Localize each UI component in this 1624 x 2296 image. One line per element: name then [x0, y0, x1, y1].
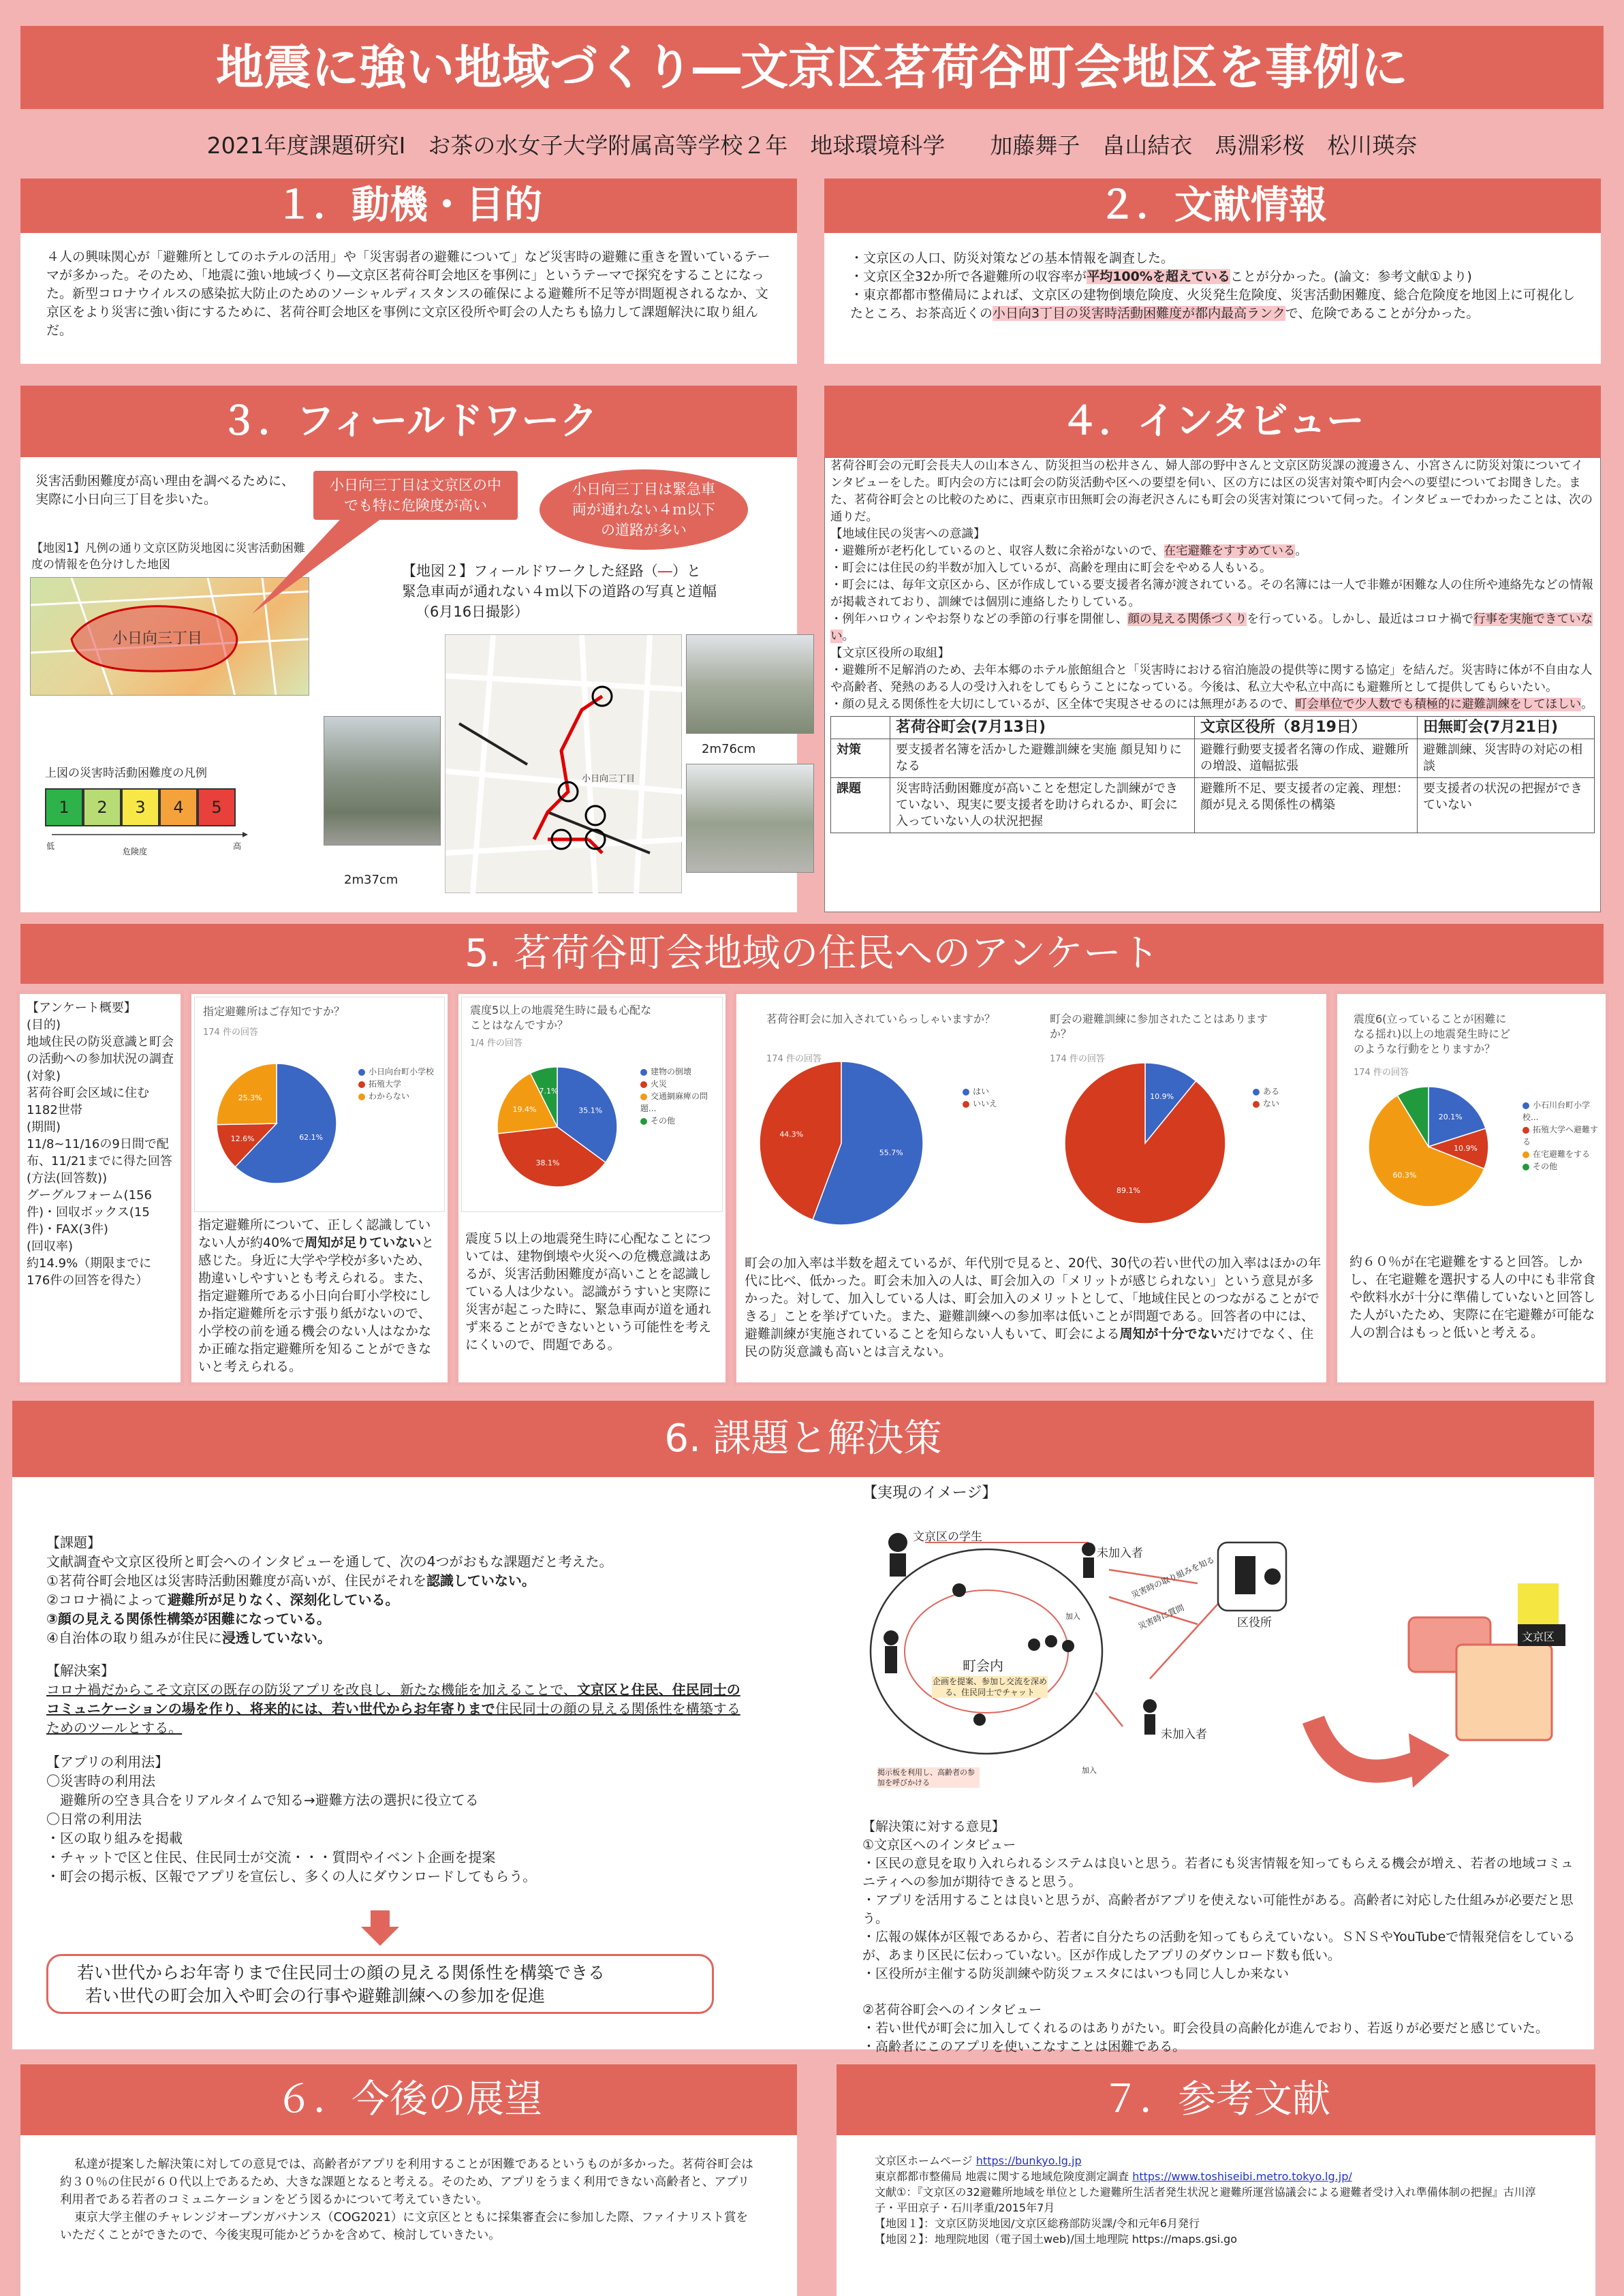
section7-body: 私達が提案した解決策に対しての意見では、高齢者がアプリを利用することが困難であるというものが多かった。茗荷谷町会は約３０％の住民が６０代以上であるため、大きな課題となると考える。そのため、アプリをうまく利用できない高齢者と、アプリ利用者である若者のコミュニケーションをどう図るかについて考えていきたい。 東京大学主催のチャレンジオープンガバナンス（COG2021）に文京区とともに採集審査会に参加した際、ファイナリスト賞をいただくことができたので、今後実現可能かどうかを含めて、検討していきたい。 — [20, 2135, 797, 2296]
section2-title: ２．文献情報 — [824, 179, 1601, 233]
section8-title: ７．参考文献 — [837, 2064, 1595, 2135]
s2-line2: ・文京区全32か所で各避難所の収容率が平均100%を超えていることが分かった。(論文：参考文献①より) — [850, 269, 1472, 284]
s2-highlight2: 小日向3丁目の災害時活動困難度が都内最高ランク — [993, 306, 1285, 321]
map2-base — [445, 634, 682, 893]
chart2-title: 震度5以上の地震発生時に最も心配なことはなんですか？ — [470, 1004, 652, 1031]
section5-title: 5. 茗荷谷町会地域の住民へのアンケート — [20, 924, 1604, 984]
s2-line1: ・文京区の人口、防災対策などの基本情報を調査した。 — [850, 251, 1174, 266]
s4-intro: 茗荷谷町会の元町会長夫人の山本さん、防災担当の松井さん、婦人部の野中さんと文京区防災課の渡邊さん、小宮さんに防災対策についてインタビューをした。町内会の方には町会の防災活動や区への要望を伺い、区の方には区の災害対策や町内会への要望についてお聞きした。また、茗荷谷町会との比較のために、西東京市田無町会の海老沢さんにも町会の災害対策について伺った。インタビューでわかったことは、次の通りだ。 — [830, 459, 1593, 524]
chart2-slice-label: 7.1% — [539, 1086, 559, 1096]
s4-a2: ・町会には住民の約半数が加入しているが、高齢を理由に町会をやめる人もいる。 — [830, 561, 1272, 575]
chart1-slice-label: 62.1% — [299, 1133, 324, 1143]
danger-legend — [45, 788, 236, 826]
chart4-count: 174 件の回答 — [1050, 1054, 1105, 1064]
chart4-legend: ある ない — [1253, 1085, 1279, 1110]
section1-text: ４人の興味関心が「避難所としてのホテルの活用」や「災害弱者の避難について」など災害時の避難に重きを置いているテーマが多かった。そのため、「地震に強い地域づくり―文京区茗荷谷町会地区を事例に」というテーマで探究をすることになった。新型コロナウイルスの感染拡大防止のためのソーシャルディスタンスの確保による避難所不足等が問題視されるなか、文京区をより災害に強い街にするために、茗荷谷町会地区を事例に文京区役所や町会の人たちも協力して課題解決に取り組んだ。 — [46, 249, 770, 338]
label-council-note: 企画を提案、参加し交流を深める、住民同士でチャット — [932, 1677, 1047, 1697]
chart3-title: 茗荷谷町会に加入されていらっしゃいますか？ — [766, 1012, 996, 1025]
table-header-row: 茗荷谷町会(7月13日) 文京区役所（8月19日） 田無町会(7月21日) — [831, 717, 1595, 739]
label-ward: 区役所 — [1237, 1616, 1272, 1630]
ref2: 東京都都市整備局 地震に関する地域危険度測定調査 https://www.toshiseibi.metro.tokyo.lg.jp/ — [875, 2170, 1352, 2183]
chart2-slice-label: 38.1% — [535, 1158, 560, 1168]
chart4-slice — [1065, 1063, 1225, 1224]
chart2-slice-label: 19.4% — [512, 1105, 537, 1115]
width-label-2: 2m37cm — [344, 873, 399, 887]
chart3-legend: はい いいえ — [963, 1085, 997, 1110]
section8-body — [837, 2135, 1595, 2296]
ref1: 文京区ホームページ https://bunkyo.lg.jp — [875, 2154, 1082, 2167]
photo-left — [324, 716, 441, 846]
label-nonmember2: 未加入者 — [1161, 1728, 1207, 1741]
ref4: 【地図１】：文京区防災地図/文京区総務部防災課/令和元年6月発行 — [875, 2217, 1200, 2230]
label-arrow2: 災害時に質問 — [1136, 1602, 1186, 1632]
chart5-text: 約６０％が在宅避難をすると回答。しかし、在宅避難を選択する人の中にも非常食や飲料水が十分に準備していないと回答した人がいたため、実際に在宅避難が可能な人の割合はもっと低いと考える。 — [1349, 1254, 1596, 1340]
chart5-card — [1334, 991, 1609, 1386]
section6-title: 6. 課題と解決策 — [12, 1401, 1594, 1477]
callout-danger: 小日向三丁目は文京区の中でも特に危険度が高い — [313, 471, 518, 520]
map2 — [324, 634, 814, 893]
s4-a3: ・町会には、毎年文京区から、区が作成している要支援者名簿が渡されている。その名簿には一人で非難が困難な人の住所や連絡先などの情報が掲載されており、訓練では個別に連絡したりしている。 — [830, 578, 1593, 609]
chart4-slice-label: 10.9% — [1150, 1092, 1174, 1102]
legend-low: 低 — [46, 841, 55, 851]
label-arrow1: 災害時の取り組みを知る — [1129, 1555, 1217, 1600]
chart4-title: 町会の避難訓練に参加されたことはありますか？ — [1050, 1012, 1268, 1040]
legend-mid: 危険度 — [123, 847, 148, 856]
chart5-slice-label: 10.9% — [1454, 1143, 1478, 1153]
section6-body — [12, 1477, 1594, 2054]
s4-heading1: 【地域住民の災害への意識】 — [830, 527, 986, 541]
s6-opinions: 【解決策に対する意見】 ①文京区へのインタビュー ・区民の意見を取り入れられるシステムは良いと思う。若者にも災害情報を知ってもらえる機会が増え、若者の地域コミュニティへの参加が期待できると思う。 ・アプリを活用することは良いと思うが、高齢者がアプリを使えない可能性がある。高齢者に対応した仕組みが必要だと思う。 ・広報の媒体が区報であるから、若者に自分たちの活動を知ってもらえていない。ＳＮＳやYouTubeで情報発信をしているが、あまり区民に伝わっていない。区が作成したアプリのダウンロード数も低い。 ・区役所が主催する防災訓練や防災フェスタにはいつも同じ人しか来ない ②茗荷谷町会へのインタビュー ・若い世代が町会に加入してくれるのはありがたい。町会役員の高齢化が進んでおり、若返りが必要だと感じていた。 ・高齢者にこのアプリを使いこなすことは困難である。 — [862, 1819, 1576, 2054]
chart2-card — [455, 991, 729, 1386]
legend-title: 上図の災害時活動困難度の凡例 — [45, 766, 207, 780]
photo-bottom-right — [686, 764, 814, 873]
map2-svg — [446, 635, 683, 894]
section5-body — [12, 984, 1613, 1390]
table-row: 対策 要支援者名簿を活かした避難訓練を実施 顔見知りになる 避難行動要支援者名簿の作成、避難所の増設、道幅拡張 避難訓練、災害時の対応の相談 — [831, 739, 1595, 778]
chart5-slice-label: 60.3% — [1392, 1170, 1417, 1180]
route-mark: ― — [657, 563, 672, 579]
s4-heading2: 【文京区役所の取組】 — [830, 647, 950, 660]
chart3-slice-label: 55.7% — [879, 1148, 903, 1158]
section1-title: １．動機・目的 — [20, 179, 797, 233]
chart3-count: 174 件の回答 — [766, 1054, 822, 1064]
down-arrow-icon — [361, 1910, 399, 1946]
s4-b2: ・顔の見える関係性を大切にしているが、区全体で実現させるのには無理があるので、町会単位で少人数でも積極的に避難訓練をしてほしい。 — [830, 698, 1593, 711]
s2-highlight1: 平均100%を超えている — [1087, 269, 1230, 284]
chart4-pie — [1043, 1058, 1302, 1228]
chart5-count: 174 件の回答 — [1354, 1068, 1409, 1078]
chart5-title: 震度6(立っていることが困難になる揺れ)以上の地震発生時にどのような行動をとりますか？ — [1354, 1012, 1511, 1055]
callout-narrow-roads: 小日向三丁目は緊急車両が通れない４ｍ以下の道路が多い — [540, 469, 748, 550]
section4-body — [824, 457, 1601, 912]
chart1-slice-label: 12.6% — [230, 1134, 255, 1143]
table-row: 課題 災害時活動困難度が高いことを想定した訓練ができていない、現実に要支援者を助けられるか、町会に入っていない人の状況把握 避難所不足、要支援者の定義、理想：顔が見える関係性の構築 要支援者の状況の把握ができていない — [831, 778, 1595, 833]
survey-overview: 【アンケート概要】 (目的) 地域住民の防災意識と町会の活動への参加状況の調査 (対象) 茗荷谷町会区域に住む1182世帯 (期間) 11/8~11/16の9日間で配布、11/21までに得た回答 (方法(回答数)) グーグルフォーム(156件)・回収ボックス(15件)・FAX(3件) (回収率) 約14.9%（期限までに176件の回答を得た） — [16, 991, 184, 1386]
chart1-text: 指定避難所について、正しく認識していない人が約40%で周知が足りていないと感じた。身近に大学や学校が多いため、勘違いしやすいとも考えられる。また、指定避難所である小日向台町小学校にしか指定避難所を示す張り紙がないので、小学校の前を通る機会のない人はなかなか正確な指定避難所を知ることができないと考えられる。 — [198, 1217, 435, 1374]
poster-title: 地震に強い地域づくり―文京区茗荷谷町会地区を事例に — [20, 26, 1604, 109]
chart34-text: 町会の加入率は半数を超えているが、年代別で見ると、20代、30代の若い世代の加入率はほかの年代に比べ、低かった。町会未加入の人は、町会加入の「メリットが感じられない」という意見が多かった。対して、加入している人は、町会加入のメリットとして、「地域住民とのつながることができる」ことを挙げていた。また、避難訓練への参加率は低いことが問題である。回答者の中には、避難訓練が実施されていることを知らない人もいて、町会による周知が十分でないだけでなく、住民の防災意識も高いとは言えない。 — [745, 1256, 1322, 1359]
label-senior-note: 掲示板を利用し、高齢者の参加を呼びかける — [877, 1767, 980, 1788]
legend-3: 3 — [121, 788, 159, 826]
section4-title: ４．インタビュー — [824, 386, 1601, 457]
chart3-pie — [753, 1058, 1012, 1228]
chart1-count: 174 件の回答 — [203, 1027, 258, 1038]
chart5-legend: 小石川台町小学校... 拓殖大学へ避難する 在宅避難をする その他 — [1522, 1100, 1599, 1171]
chart1-legend: 小日向台町小学校 拓殖大学 わからない — [358, 1066, 434, 1102]
section7-title: ６．今後の展望 — [20, 2064, 797, 2135]
chart4-slice-label: 89.1% — [1116, 1185, 1140, 1195]
label-student: 文京区の学生 — [913, 1530, 982, 1544]
map1-area-label: 小日向三丁目 — [112, 630, 203, 647]
legend-arrow — [45, 831, 249, 844]
section3-body — [20, 457, 797, 912]
concept-diagram — [864, 1502, 1586, 1815]
width-label-1: 2m76cm — [702, 742, 756, 756]
section2-body — [824, 233, 1601, 364]
chart1-title: 指定避難所はご存知ですか？ — [203, 1005, 345, 1018]
chart2-slice-label: 35.1% — [578, 1106, 603, 1115]
s6-left: 【課題】 文献調査や文京区役所と町会へのインタビューを通して、次の4つがおもな課題だと考えた。 ①茗荷谷町会地区は災害時活動困難度が高いが、住民がそれを認識していない。 ②コロナ禍によって避難所が足りなく、深刻化している。 ③顔の見える関係性構築が困難になっている。 ④自治体の取り組みが住民に浸透していない。 【解決案】 コロナ禍だからこそ文京区の既存の防災アプリを改良し、新たな機能を加えることで、文京区と住民、住民同士のコミュニケーションの場を作り、将来的には、若い世代からお年寄りまで住民同士の顔の見える関係性を構築するためのツールとする。 【アプリの利用法】 〇災害時の利用法 避難所の空き具合をリアルタイムで知る→避難方法の選択に役立てる 〇日常の利用法 ・区の取り組みを掲載 ・チャットで区と住民、住民同士が交流・・・質問やイベント企画を提案 ・町会の掲示板、区報でアプリを宣伝し、多くの人にダウンロードしてもらう。 — [46, 1534, 740, 1884]
s4-a1: ・避難所が老朽化しているのと、収容人数に余裕がないので、在宅避難をすすめている。 — [830, 544, 1307, 558]
label-council: 町会内 — [963, 1658, 1003, 1674]
section3-title: ３．フィールドワーク — [20, 386, 797, 457]
chart2-text: 震度５以上の地震発生時に心配なことについては、建物倒壊や火災への危機意識はあるが、災害活動困難度が高いことを認識している人は少ない。認識がうすいと実際に災害が起こった時に、緊急車両が道を通れず来ることができないという可能性を考えにくいので、問題である。 — [465, 1231, 712, 1352]
photo-top-right — [686, 634, 814, 734]
chart5-slice-label: 20.1% — [1438, 1112, 1463, 1121]
interview-table — [830, 716, 1595, 833]
s4-b1: ・避難所不足解消のため、去年本郷のホテル旅館組合と「災害時における宿泊施設の提供等に関する協定」を結んだ。災害時に体が不自由な人や高齢者、発熱のある人の受け入れをしてもらうことになっている。今後は、私立大や私立中高にも避難所として提供してもらいたい。 — [830, 664, 1593, 694]
chart2-count: 1/4 件の回答 — [470, 1038, 523, 1049]
legend-1: 1 — [45, 788, 83, 826]
label-kanyu2: 加入 — [1082, 1766, 1097, 1775]
label-bunkyo: 文京区 — [1522, 1630, 1555, 1643]
goal-box: 若い世代からお年寄りまで住民同士の顔の見える関係性を構築できる 若い世代の町会加入や町会の行事や避難訓練への参加を促進 — [46, 1954, 714, 2014]
chart3-slice-label: 44.3% — [779, 1130, 804, 1139]
ref3: 文献①：『文京区の32避難所地域を単位とした避難所生活者発生状況と避難所運営協議会による避難者受け入れ準備体制の把握』古川淳子・平田京子・石川孝重/2015年7月 — [875, 2186, 1536, 2214]
chart2-legend: 建物の倒壊 火災 交通網麻痺の問題... その他 — [640, 1067, 708, 1126]
chart34-card — [733, 991, 1330, 1386]
poster-subtitle: 2021年度課題研究Ⅰ お茶の水女子大学附属高等学校２年 地球環境科学 加藤舞子 畠山結衣 馬淵彩桜 松川瑛奈 — [206, 132, 1418, 159]
section1-body — [20, 233, 797, 364]
legend-4: 4 — [159, 788, 198, 826]
map2-caption: 【地図２】フィールドワークした経路（―）と 緊急車両が通れない４ｍ以下の道路の写真と道幅 （6月16日撮影） — [402, 563, 717, 620]
map2-area-label: 小日向三丁目 — [582, 774, 636, 784]
ref1-link[interactable]: https://bunkyo.lg.jp — [975, 2154, 1082, 2167]
map1-caption: 【地図1】凡例の通り文京区防災地図に災害活動困難度の情報を色分けした地図 — [31, 542, 305, 572]
s2-line3: ・東京都都市整備局によれば、文京区の建物倒壊危険度、火災発生危険度、災害活動困難度、総合危険度を地図上に可視化したところ、お茶高近くの小日向3丁目の災害時活動困難度が都内最高ランクで、危険であることが分かった。 — [850, 288, 1576, 321]
s3-intro: 災害活動困難度が高い理由を調べるために、実際に小日向三丁目を歩いた。 — [35, 474, 295, 507]
ref5: 【地図２】：地理院地図（電子国土web)/国土地理院 https://maps.gsi.go — [875, 2233, 1238, 2246]
chart1-card — [188, 991, 451, 1386]
chart1-slice-label: 25.3% — [238, 1093, 262, 1102]
legend-high: 高 — [233, 841, 242, 851]
s4-a4: ・例年ハロウィンやお祭りなどの季節の行事を開催し、顔の見える関係づくりを行っている。しかし、最近はコロナ禍で行事を実施できていない。 — [830, 612, 1593, 643]
callout-pointer — [245, 512, 381, 621]
label-kanyu: 加入 — [1065, 1612, 1080, 1621]
legend-5: 5 — [198, 788, 236, 826]
label-nonmember1: 未加入者 — [1097, 1547, 1143, 1560]
image-title: 【実現のイメージ】 — [862, 1485, 997, 1502]
ref2-link[interactable]: https://www.toshiseibi.metro.tokyo.lg.jp/ — [1132, 2170, 1352, 2183]
legend-2: 2 — [83, 788, 121, 826]
